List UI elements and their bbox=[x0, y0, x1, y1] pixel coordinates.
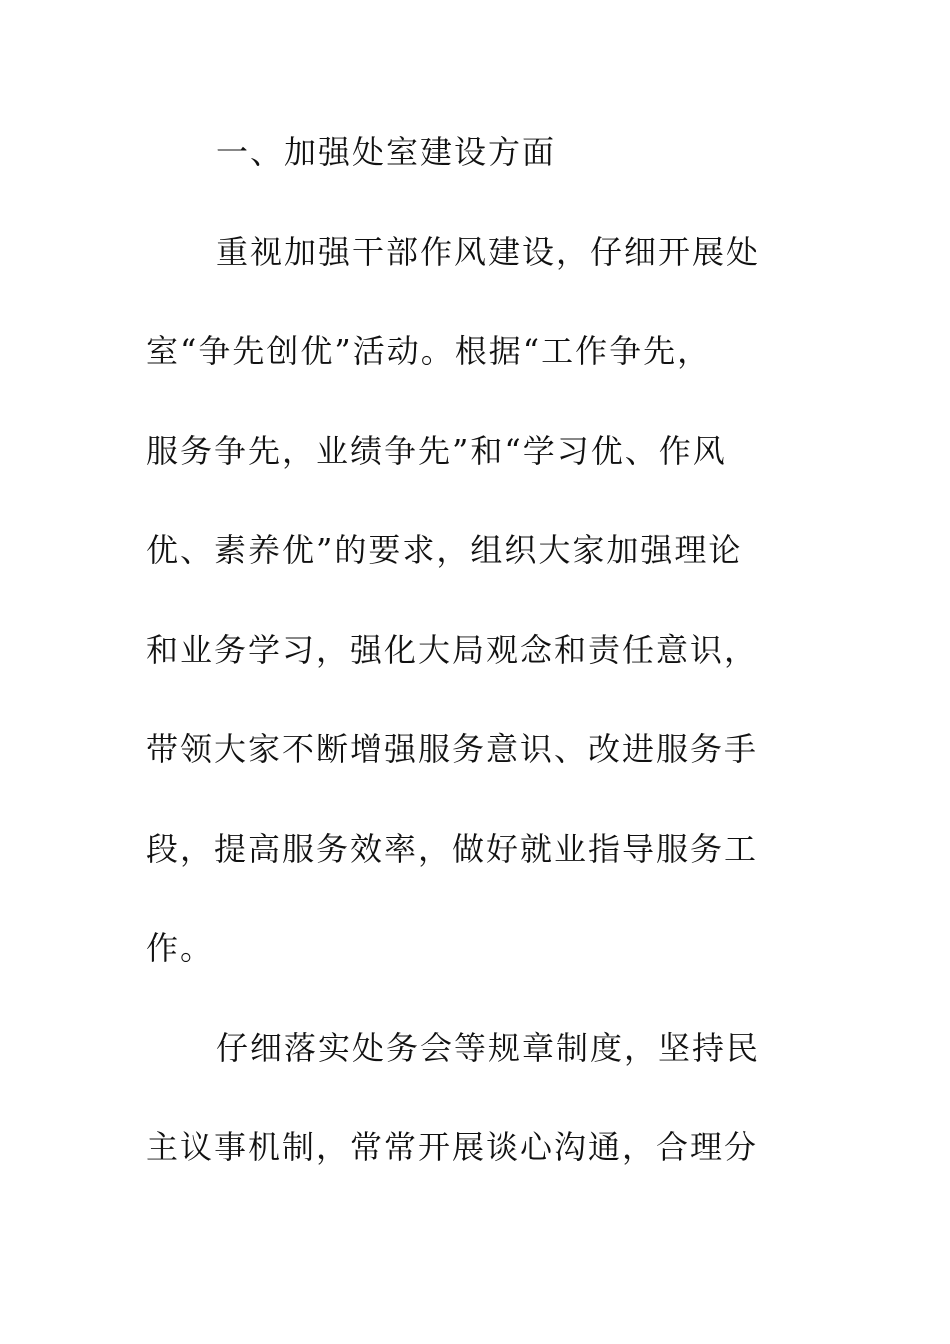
paragraph-1-line-1: 重视加强干部作风建设，仔细开展处 bbox=[216, 233, 761, 271]
paragraph-1-line-6: 带领大家不断增强服务意识、改进服务手 bbox=[146, 730, 759, 768]
paragraph-1-line-5: 和业务学习，强化大局观念和责任意识， bbox=[146, 631, 759, 669]
section-heading: 一、加强处室建设方面 bbox=[216, 133, 557, 171]
paragraph-2-line-1: 仔细落实处务会等规章制度，坚持民 bbox=[216, 1029, 761, 1067]
paragraph-1-line-3: 服务争先，业绩争先”和“学习优、作风 bbox=[146, 432, 727, 470]
paragraph-1-line-4: 优、素养优”的要求，组织大家加强理论 bbox=[146, 531, 743, 569]
paragraph-1-line-7: 段，提高服务效率，做好就业指导服务工 bbox=[146, 830, 759, 868]
paragraph-1-line-8: 作。 bbox=[146, 929, 215, 967]
paragraph-2-line-2: 主议事机制，常常开展谈心沟通，合理分 bbox=[146, 1128, 759, 1166]
paragraph-1-line-2: 室“争先创优”活动。根据“工作争先， bbox=[146, 332, 712, 370]
